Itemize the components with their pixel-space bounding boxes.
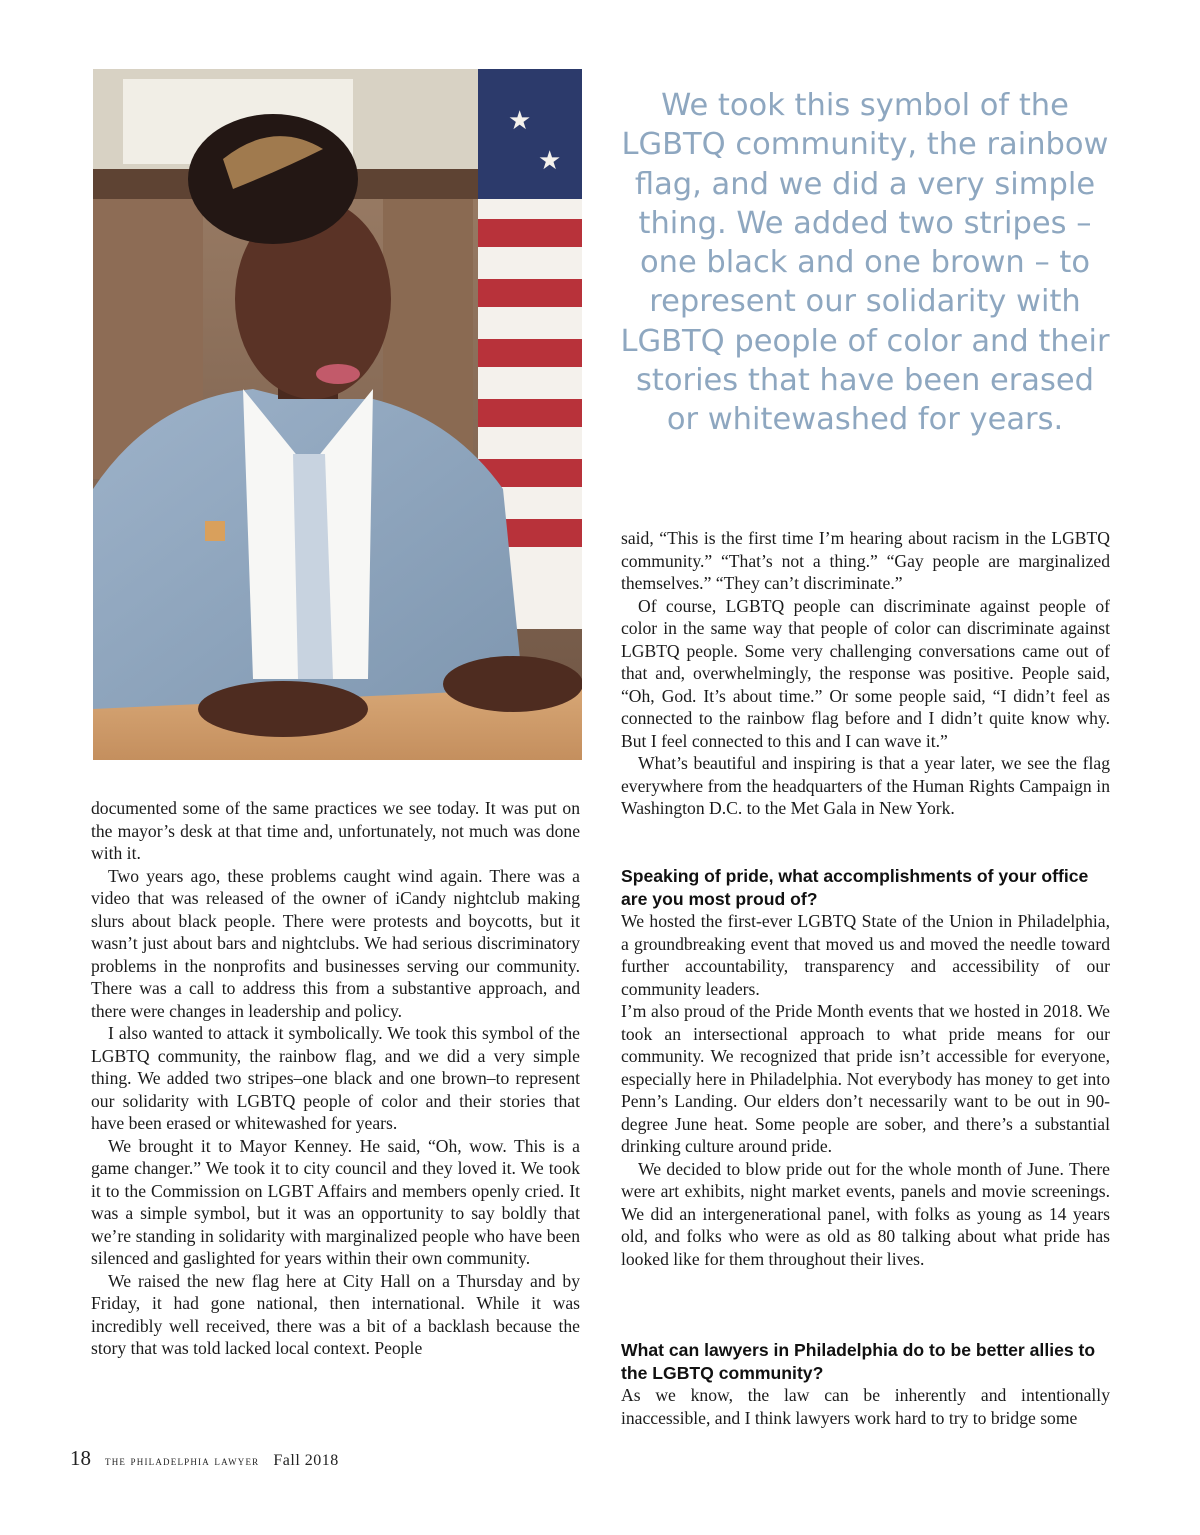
paragraph: I’m also proud of the Pride Month events that we hosted in 2018. We took an intersectional approach to what pride means for our community. We recognized that pride isn’t accessible for everyone, especially here in Philadelphia. Not everybody has money to get into Penn’s Landing. Our elders don’t necessarily want to be out in 90-degree June heat. Some people are sober, and there’s a substantial drinking culture around pride. (621, 1001, 1110, 1156)
question-heading: Speaking of pride, what accomplishments of your office are you most proud of? (621, 866, 1089, 909)
right-column-qa-1 (621, 865, 1110, 1270)
paragraph: Of course, LGBTQ people can discriminate against people of color in the same way that people of color can discriminate against LGBTQ people. Some very challenging conversations came out of that and, overwhelmingly, the response was positive. People said, “Oh, God. It’s about time.” Or some people said, “I didn’t feel as connected to the rainbow flag before and I didn’t quite know why. But I feel connected to this and I can wave it.” (621, 595, 1110, 751)
page-footer (70, 1446, 339, 1470)
paragraph: documented some of the same practices we see today. It was put on the mayor’s desk at that time and, unfortunately, not much was done with it. (91, 798, 580, 863)
publication-name: the philadelphia lawyer (105, 1453, 260, 1468)
paragraph: We brought it to Mayor Kenney. He said, “Oh, wow. This is a game changer.” We took it to city council and they loved it. We took it to the Commission on LGBT Affairs and members openly cried. It was a simple symbol, but it was an opportunity to say boldly that we’re standing in solidarity with marginalized people who have been silenced and gaslighted for years within their own community. (91, 1135, 580, 1268)
pull-quote: We took this symbol of the LGBTQ community, the rainbow flag, and we did a very simple thing. We added two stripes – one black and one brown – to represent our solidarity with LGBTQ people of color and their stories that have been erased or whitewashed for years. (620, 88, 1110, 438)
question-heading: What can lawyers in Philadelphia do to be better allies to the LGBTQ community? (621, 1340, 1096, 1383)
left-column (91, 797, 580, 1360)
right-column-top (621, 527, 1110, 820)
right-column-qa-2 (621, 1339, 1110, 1429)
issue-date: Fall 2018 (273, 1452, 339, 1469)
svg-text:★: ★ (508, 106, 532, 135)
paragraph: We hosted the first-ever LGBTQ State of the Union in Philadelphia, a groundbreaking event that moved us and moved the needle toward further accountability, transparency and accessibility of our community leaders. (621, 911, 1110, 999)
paragraph: Two years ago, these problems caught wind again. There was a video that was released of the owner of iCandy nightclub making slurs about black people. There were protests and boycotts, but it wasn’t just about bars and nightclubs. We had serious discriminatory problems in the nonprofits and businesses serving our community. There was a call to address this from a substantive approach, and there were changes in leadership and policy. (91, 865, 580, 1021)
portrait-illustration (93, 69, 582, 760)
paragraph: We raised the new flag here at City Hall on a Thursday and by Friday, it had gone national, then international. While it was incredibly well received, there was a bit of a backlash because the story that was told lacked local context. People (91, 1270, 580, 1358)
page-number: 18 (70, 1446, 91, 1470)
paragraph: said, “This is the first time I’m hearing about racism in the LGBTQ community.” “That’s not a thing.” “Gay people are marginalized themselves.” “They can’t discriminate.” (621, 528, 1110, 593)
paragraph: What’s beautiful and inspiring is that a year later, we see the flag everywhere from the headquarters of the Human Rights Campaign in Washington D.C. to the Met Gala in New York. (621, 753, 1110, 818)
paragraph: As we know, the law can be inherently and intentionally inaccessible, and I think lawyers work hard to try to bridge some (621, 1385, 1110, 1428)
paragraph: I also wanted to attack it symbolically. We took this symbol of the LGBTQ community, the rainbow flag, and we did a very simple thing. We added two stripes–one black and one brown–to represent our solidarity with LGBTQ people of color and their stories that have been erased or whitewashed for years. (91, 1023, 580, 1133)
paragraph: We decided to blow pride out for the whole month of June. There were art exhibits, night market events, panels and movie screenings. We did an intergenerational panel, with folks as young as 14 years old, and folks who were as old as 80 talking about what pride has looked like for them throughout their lives. (621, 1158, 1110, 1269)
portrait-photo (93, 69, 582, 760)
svg-text:★: ★ (538, 146, 562, 175)
